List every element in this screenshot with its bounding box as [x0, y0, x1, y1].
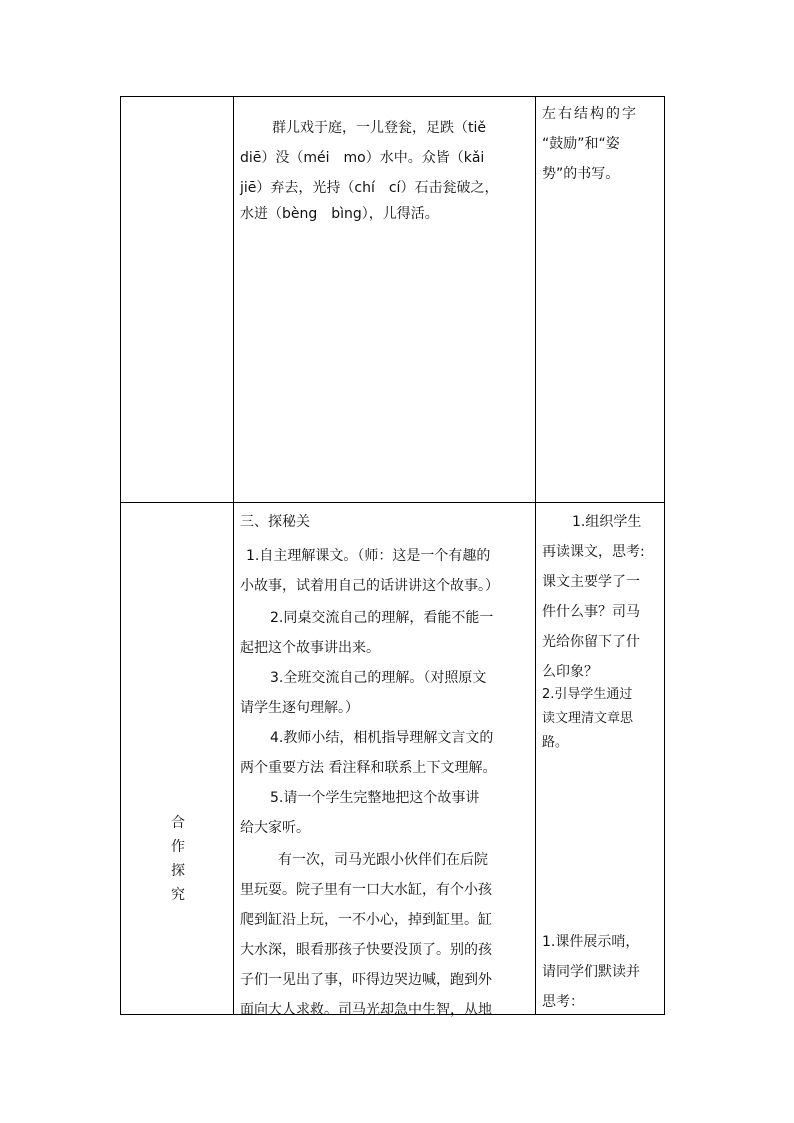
- notes-line: 课文主要学了一: [542, 574, 640, 590]
- notes-line: 件什么事？司马: [542, 604, 640, 620]
- content-line: 群儿戏于庭，一儿登瓮，足跌（tiě: [272, 120, 486, 136]
- content-line: 2.同桌交流自己的理解，看能不能一: [270, 610, 494, 626]
- content-line: 4.教师小结，相机指导理解文言文的: [270, 730, 494, 746]
- content-line: 小故事，试着用自己的话讲讲这个故事。）: [240, 578, 499, 594]
- content-line: 请学生逐句理解。）: [240, 700, 359, 716]
- content-line: 子们一见出了事，吓得边哭边喊，跑到外: [240, 972, 492, 988]
- content-line: 里玩耍。院子里有一口大水缸，有个小孩: [240, 882, 492, 898]
- notes-line: 路。: [542, 735, 569, 750]
- stage-label-char: 究: [171, 887, 185, 903]
- content-line: 面向大人求救。司马光却急中生智，从地: [240, 1002, 492, 1018]
- content-line: 水迸（bèng bìng），儿得活。: [240, 206, 439, 222]
- content-line: diē）没（méi mo）水中。众皆（kǎi: [240, 150, 485, 166]
- notes-line: 1.课件展示哨，: [542, 934, 640, 950]
- notes-line: 光给你留下了什: [542, 634, 640, 650]
- notes-line: 左右结构的字: [542, 106, 638, 122]
- notes-line: 读文理清文章思: [542, 711, 634, 726]
- notes-line: 请同学们默读并: [542, 964, 640, 980]
- notes-line: 1.组织学生: [572, 514, 642, 530]
- content-line: 两个重要方法 看注释和联系上下文理解。: [240, 760, 497, 776]
- stage-label-char: 作: [171, 839, 185, 855]
- notes-line: “鼓励”和“姿: [542, 136, 620, 152]
- notes-line: 2.引导学生通过: [542, 687, 633, 702]
- stage-label-char: 合: [171, 815, 185, 831]
- row2-notes-cell: [536, 503, 665, 1015]
- row1-content-cell: [234, 97, 536, 503]
- row1-notes-cell: [536, 97, 665, 503]
- notes-line: 再读课文，思考:: [542, 544, 645, 560]
- content-line: 大水深，眼看那孩子快要没顶了。别的孩: [240, 942, 492, 958]
- notes-line: 思考：: [542, 994, 584, 1010]
- content-line: 起把这个故事讲出来。: [240, 640, 380, 656]
- notes-line: 势”的书写。: [542, 166, 620, 182]
- content-line: 5.请一个学生完整地把这个故事讲: [270, 790, 480, 806]
- content-line: 3.全班交流自己的理解。（对照原文: [270, 670, 487, 686]
- content-line: 爬到缸沿上玩，一不小心，掉到缸里。缸: [240, 912, 492, 928]
- lesson-plan-table: [120, 96, 665, 1018]
- section-heading: 三、探秘关: [240, 514, 310, 530]
- row2-content-cell: [234, 503, 536, 1018]
- stage-label-char: 探: [171, 863, 185, 879]
- content-line: jiē）弃去，光持（chí cí）石击瓮破之，: [240, 180, 499, 196]
- content-line: 给大家听。: [240, 820, 310, 836]
- row2-stage-cell: [121, 503, 234, 1015]
- notes-line: 么印象？: [542, 664, 598, 680]
- content-line: 有一次，司马光跟小伙伴们在后院: [278, 852, 488, 868]
- row1-stage-cell: [121, 97, 234, 503]
- content-line: 1.自主理解课文。（师：这是一个有趣的: [246, 548, 491, 564]
